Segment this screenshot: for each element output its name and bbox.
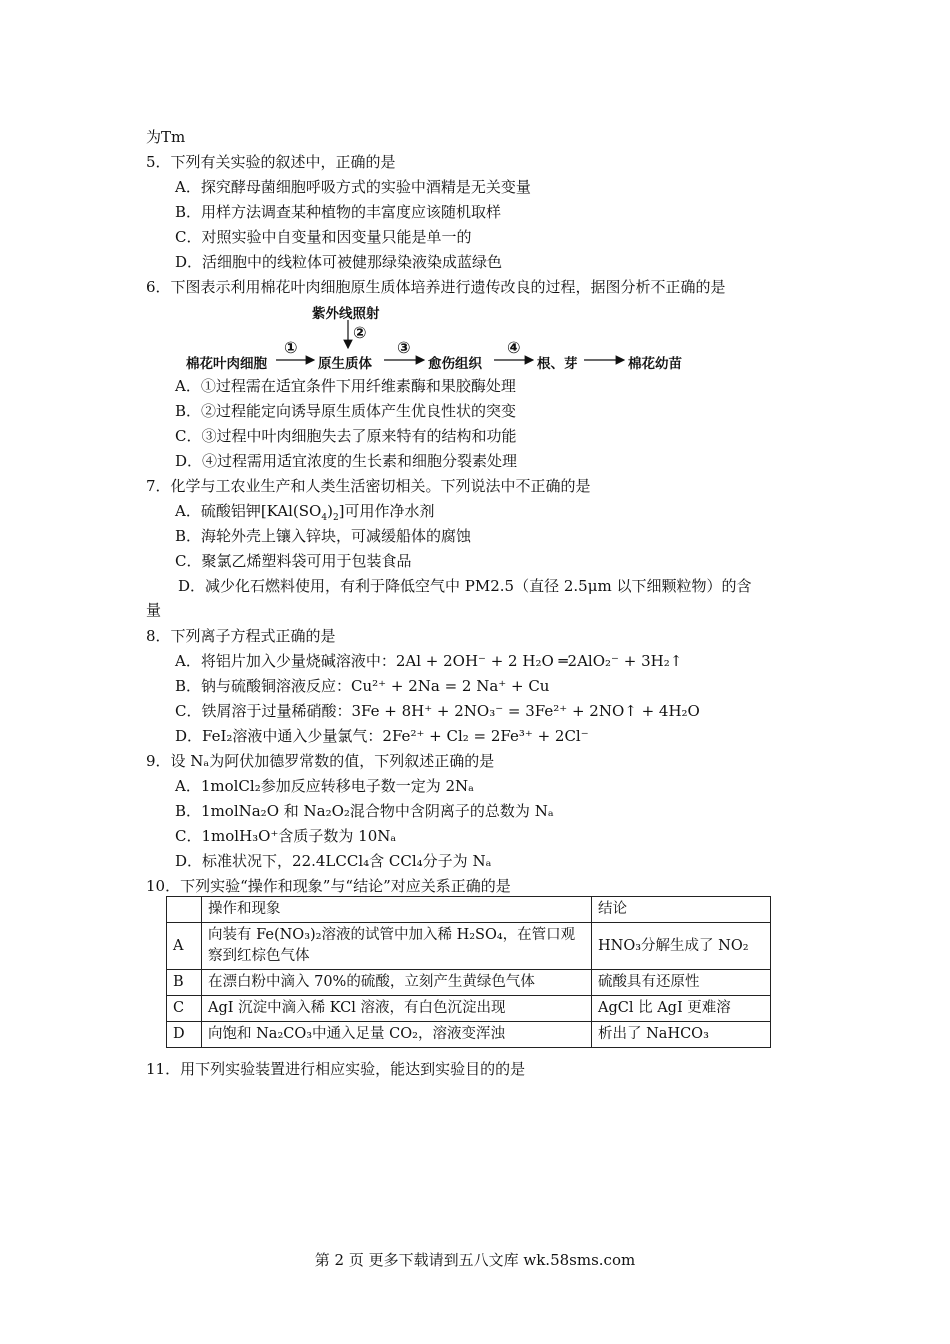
q7-option-a: A．硫酸铝钾$[KAl(SO_4)_2]$可用作净水剂 <box>175 502 435 523</box>
q10-table <box>166 896 771 1048</box>
q7-option-b: B．海轮外壳上镶入锌块，可减缓船体的腐蚀 <box>175 527 472 545</box>
q5-option-d: D．活细胞中的线粒体可被健那绿染液染成蓝绿色 <box>175 253 503 271</box>
table-row <box>167 970 771 996</box>
q7-option-d-continued: 量 <box>146 601 162 619</box>
q5-option-a: A．探究酵母菌细胞呼吸方式的实验中酒精是无关变量 <box>175 178 531 196</box>
q11-stem: 11．用下列实验装置进行相应实验，能达到实验目的的是 <box>146 1060 526 1078</box>
q7-option-c: C．聚氯乙烯塑料袋可用于包装食品 <box>175 552 412 570</box>
uv-label: 紫外线照射 <box>312 306 380 322</box>
q9-option-d: D．标准状况下，22.4LCCl₄含 CCl₄分子为 Nₐ <box>175 852 492 870</box>
q6-option-a: A．①过程需在适宜条件下用纤维素酶和果胶酶处理 <box>175 377 516 395</box>
row-conclusion: 硫酸具有还原性 <box>592 970 771 996</box>
q6-option-b: B．②过程能定向诱导原生质体产生优良性状的突变 <box>175 402 517 420</box>
q5-option-c: C．对照实验中自变量和因变量只能是单一的 <box>175 228 472 246</box>
q6-option-d: D．④过程需用适宜浓度的生长素和细胞分裂素处理 <box>175 452 518 470</box>
q8-option-c: C．铁屑溶于过量稀硝酸：3Fe + 8H⁺ + 2NO₃⁻ = 3Fe²⁺ + 2NO↑ + 4H₂O <box>175 702 700 720</box>
row-label: C <box>167 996 202 1022</box>
table-row <box>167 996 771 1022</box>
q5-option-b: B．用样方法调查某种植物的丰富度应该随机取样 <box>175 203 502 221</box>
header-cell-label <box>167 897 202 923</box>
q4-tail: 为Tm <box>146 128 186 146</box>
step-2-marker: ② <box>353 323 367 342</box>
q8-stem: 8．下列离子方程式正确的是 <box>146 627 336 645</box>
stage-mesophyll-cell: 棉花叶肉细胞 <box>186 356 267 372</box>
row-conclusion: AgCl 比 AgI 更难溶 <box>592 996 771 1022</box>
row-label: A <box>167 923 202 970</box>
q9-option-a: A．1molCl₂参加反应转移电子数一定为 2Nₐ <box>175 777 474 795</box>
page-footer: 第 2 页 更多下载请到五八文库 wk.58sms.com <box>314 1251 636 1269</box>
q8-option-b: B．钠与硫酸铜溶液反应：Cu²⁺ + 2Na = 2 Na⁺ + Cu <box>175 677 550 695</box>
table-header-row <box>167 897 771 923</box>
row-operation: 在漂白粉中滴入 70%的硫酸，立刻产生黄绿色气体 <box>202 970 592 996</box>
row-operation: 向饱和 Na₂CO₃中通入足量 CO₂，溶液变浑浊 <box>202 1022 592 1048</box>
stage-root-bud: 根、芽 <box>537 356 578 372</box>
row-conclusion: HNO₃分解生成了 NO₂ <box>592 923 771 970</box>
q8-option-a: A．将铝片加入少量烧碱溶液中：2Al + 2OH⁻ + 2 H₂O ═2AlO₂⁻ + 3H₂↑ <box>175 652 683 670</box>
table-row <box>167 923 771 970</box>
row-operation: AgI 沉淀中滴入稀 KCl 溶液，有白色沉淀出现 <box>202 996 592 1022</box>
header-cell-conclusion: 结论 <box>592 897 771 923</box>
row-conclusion: 析出了 NaHCO₃ <box>592 1022 771 1048</box>
q8-option-d: D．FeI₂溶液中通入少量氯气：2Fe²⁺ + Cl₂ = 2Fe³⁺ + 2Cl⁻ <box>175 727 589 745</box>
row-label: D <box>167 1022 202 1048</box>
stage-protoplast: 原生质体 <box>318 356 372 372</box>
header-cell-operation: 操作和现象 <box>202 897 592 923</box>
table-row <box>167 1022 771 1048</box>
step-4-marker: ④ <box>507 338 521 357</box>
q9-stem: 9．设 Nₐ为阿伏加德罗常数的值，下列叙述正确的是 <box>146 752 495 770</box>
q6-process-diagram <box>180 302 740 372</box>
q7-stem: 7．化学与工农业生产和人类生活密切相关。下列说法中不正确的是 <box>146 477 591 495</box>
q9-option-c: C．1molH₃O⁺含质子数为 10Nₐ <box>175 827 397 845</box>
step-1-marker: ① <box>284 338 298 357</box>
stage-callus: 愈伤组织 <box>428 356 482 372</box>
q10-stem: 10．下列实验“操作和现象”与“结论”对应关系正确的是 <box>146 877 511 895</box>
row-label: B <box>167 970 202 996</box>
diagram-arrows <box>180 302 740 372</box>
q9-option-b: B．1molNa₂O 和 Na₂O₂混合物中含阴离子的总数为 Nₐ <box>175 802 554 820</box>
q7-option-d: D．减少化石燃料使用，有利于降低空气中 PM2.5（直径 2.5μm 以下细颗粒物）的含 <box>178 577 752 595</box>
q6-option-c: C．③过程中叶肉细胞失去了原来特有的结构和功能 <box>175 427 517 445</box>
q5-stem: 5．下列有关实验的叙述中，正确的是 <box>146 153 396 171</box>
stage-seedling: 棉花幼苗 <box>628 356 682 372</box>
step-3-marker: ③ <box>397 338 411 357</box>
q6-stem: 6．下图表示利用棉花叶肉细胞原生质体培养进行遗传改良的过程，据图分析不正确的是 <box>146 278 726 296</box>
row-operation: 向装有 Fe(NO₃)₂溶液的试管中加入稀 H₂SO₄，在管口观察到红棕色气体 <box>202 923 592 970</box>
